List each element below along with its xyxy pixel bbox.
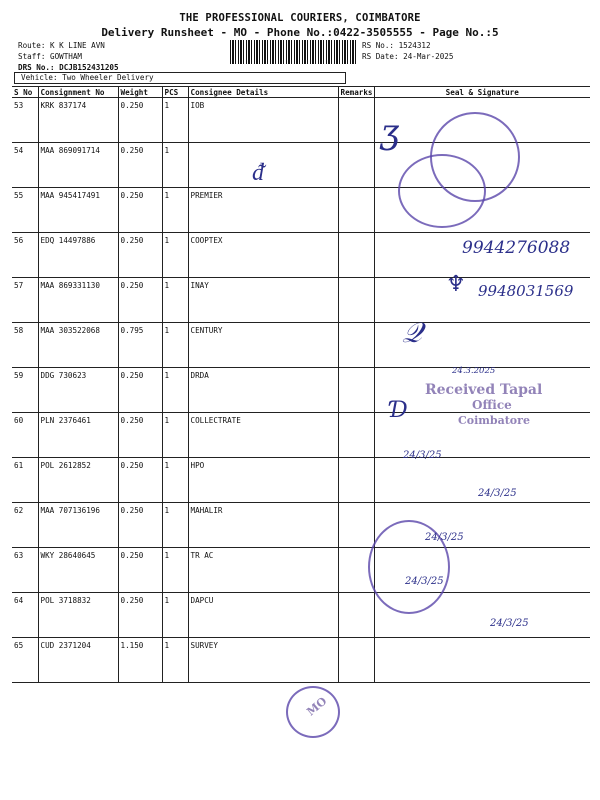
cell-pcs: 1 [162, 503, 188, 548]
cell-consignee: PREMIER [188, 188, 338, 233]
date-handwritten-2: 24/3/25 [403, 450, 442, 461]
cell-remarks [338, 98, 374, 143]
cell-sno: 60 [12, 413, 38, 458]
cell-cn: MAA 869091714 [38, 143, 118, 188]
cell-pcs: 1 [162, 548, 188, 593]
barcode [230, 40, 356, 64]
cell-cn: WKY 28640645 [38, 548, 118, 593]
col-sno: S No [12, 87, 38, 98]
cell-cn: MAA 945417491 [38, 188, 118, 233]
cell-remarks [338, 323, 374, 368]
cell-weight: 0.250 [118, 278, 162, 323]
cell-sno: 57 [12, 278, 38, 323]
cell-cn: MAA 303522068 [38, 323, 118, 368]
rs-date: RS Date: 24-Mar-2025 [362, 52, 454, 61]
col-consignment: Consignment No [38, 87, 118, 98]
table-row [12, 593, 590, 638]
cell-weight: 0.250 [118, 143, 162, 188]
cell-sno: 64 [12, 593, 38, 638]
cell-cn: POL 2612852 [38, 458, 118, 503]
cell-sno: 53 [12, 98, 38, 143]
cell-pcs: 1 [162, 233, 188, 278]
cell-remarks [338, 233, 374, 278]
cell-remarks [338, 368, 374, 413]
office-stamp: Office [472, 398, 512, 412]
cell-weight: 1.150 [118, 638, 162, 683]
cell-remarks [338, 188, 374, 233]
signature-53: ʒ [380, 112, 400, 152]
col-remarks: Remarks [338, 87, 374, 98]
cell-pcs: 1 [162, 278, 188, 323]
cell-sno: 65 [12, 638, 38, 683]
cell-weight: 0.795 [118, 323, 162, 368]
rs-number: RS No.: 1524312 [362, 41, 431, 50]
col-pcs: PCS [162, 87, 188, 98]
cell-pcs: 1 [162, 143, 188, 188]
phone-handwritten-1: 9944276088 [462, 238, 571, 258]
table-row [12, 323, 590, 368]
col-seal: Seal & Signature [374, 87, 590, 98]
cell-weight: 0.250 [118, 503, 162, 548]
cell-sno: 54 [12, 143, 38, 188]
cell-cn: PLN 2376461 [38, 413, 118, 458]
cell-weight: 0.250 [118, 458, 162, 503]
cell-consignee: INAY [188, 278, 338, 323]
cell-cn: KRK 837174 [38, 98, 118, 143]
cell-remarks [338, 503, 374, 548]
cell-seal [374, 638, 590, 683]
cell-sno: 58 [12, 323, 38, 368]
cell-pcs: 1 [162, 323, 188, 368]
vehicle-label: Vehicle: Two Wheeler Delivery [14, 72, 346, 84]
cell-remarks [338, 278, 374, 323]
col-consignee: Consignee Details [188, 87, 338, 98]
cell-cn: MAA 869331130 [38, 278, 118, 323]
cell-remarks [338, 143, 374, 188]
cell-weight: 0.250 [118, 233, 162, 278]
cell-consignee: COLLECTRATE [188, 413, 338, 458]
received-stamp: Received Tapal [425, 382, 543, 398]
cell-pcs: 1 [162, 458, 188, 503]
cell-consignee: DRDA [188, 368, 338, 413]
cell-pcs: 1 [162, 368, 188, 413]
cell-cn: DDG 730623 [38, 368, 118, 413]
cell-sno: 55 [12, 188, 38, 233]
cell-remarks [338, 593, 374, 638]
cell-pcs: 1 [162, 638, 188, 683]
cell-consignee: CENTURY [188, 323, 338, 368]
cell-sno: 56 [12, 233, 38, 278]
signature-60: Ɗ [390, 398, 408, 423]
table-row [12, 638, 590, 683]
cell-cn: MAA 707136196 [38, 503, 118, 548]
cell-consignee: COOPTEX [188, 233, 338, 278]
cell-pcs: 1 [162, 413, 188, 458]
cell-pcs: 1 [162, 188, 188, 233]
cell-pcs: 1 [162, 593, 188, 638]
signature-57: ♆ [446, 272, 466, 297]
cell-weight: 0.250 [118, 548, 162, 593]
cell-consignee: HPO [188, 458, 338, 503]
cell-weight: 0.250 [118, 593, 162, 638]
cell-cn: CUD 2371204 [38, 638, 118, 683]
cell-weight: 0.250 [118, 98, 162, 143]
table-header-row [12, 87, 590, 98]
date-handwritten-1: 24.3.2025 [452, 366, 496, 376]
mo-stamp-text: MO [304, 694, 330, 719]
cell-consignee: DAPCU [188, 593, 338, 638]
cell-weight: 0.250 [118, 413, 162, 458]
phone-handwritten-2: 9948031569 [478, 282, 574, 300]
cell-sno: 59 [12, 368, 38, 413]
table-row [12, 188, 590, 233]
cell-weight: 0.250 [118, 188, 162, 233]
signature-55: ᵭ [252, 158, 264, 186]
page-title: THE PROFESSIONAL COURIERS, COIMBATORE [179, 12, 421, 24]
cell-remarks [338, 413, 374, 458]
page-subtitle: Delivery Runsheet - MO - Phone No.:0422-3505555 - Page No.:5 [101, 26, 499, 39]
date-handwritten-5: 24/3/25 [405, 576, 444, 587]
cell-cn: POL 3718832 [38, 593, 118, 638]
cell-consignee: TR AC [188, 548, 338, 593]
city-stamp: Coimbatore [458, 414, 530, 427]
route-label: Route: K K LINE AVN [18, 41, 105, 50]
cell-sno: 63 [12, 548, 38, 593]
postal-stamp [398, 154, 486, 228]
cell-sno: 61 [12, 458, 38, 503]
cell-consignee: SURVEY [188, 638, 338, 683]
table-row [12, 548, 590, 593]
cell-pcs: 1 [162, 98, 188, 143]
date-handwritten-6: 24/3/25 [490, 618, 529, 629]
cell-remarks [338, 638, 374, 683]
cell-remarks [338, 458, 374, 503]
date-handwritten-3: 24/3/25 [478, 488, 517, 499]
table-row [12, 503, 590, 548]
staff-label: Staff: GOWTHAM [18, 52, 83, 61]
cell-cn: EDQ 14497886 [38, 233, 118, 278]
cell-sno: 62 [12, 503, 38, 548]
col-weight: Weight [118, 87, 162, 98]
cell-consignee: IOB [188, 98, 338, 143]
date-handwritten-4: 24/3/25 [425, 532, 464, 543]
drs-number: DRS No.: DCJB152431205 [18, 63, 119, 72]
signature-58: 𝒬 [402, 316, 423, 349]
cell-consignee: MAHALIR [188, 503, 338, 548]
cell-weight: 0.250 [118, 368, 162, 413]
